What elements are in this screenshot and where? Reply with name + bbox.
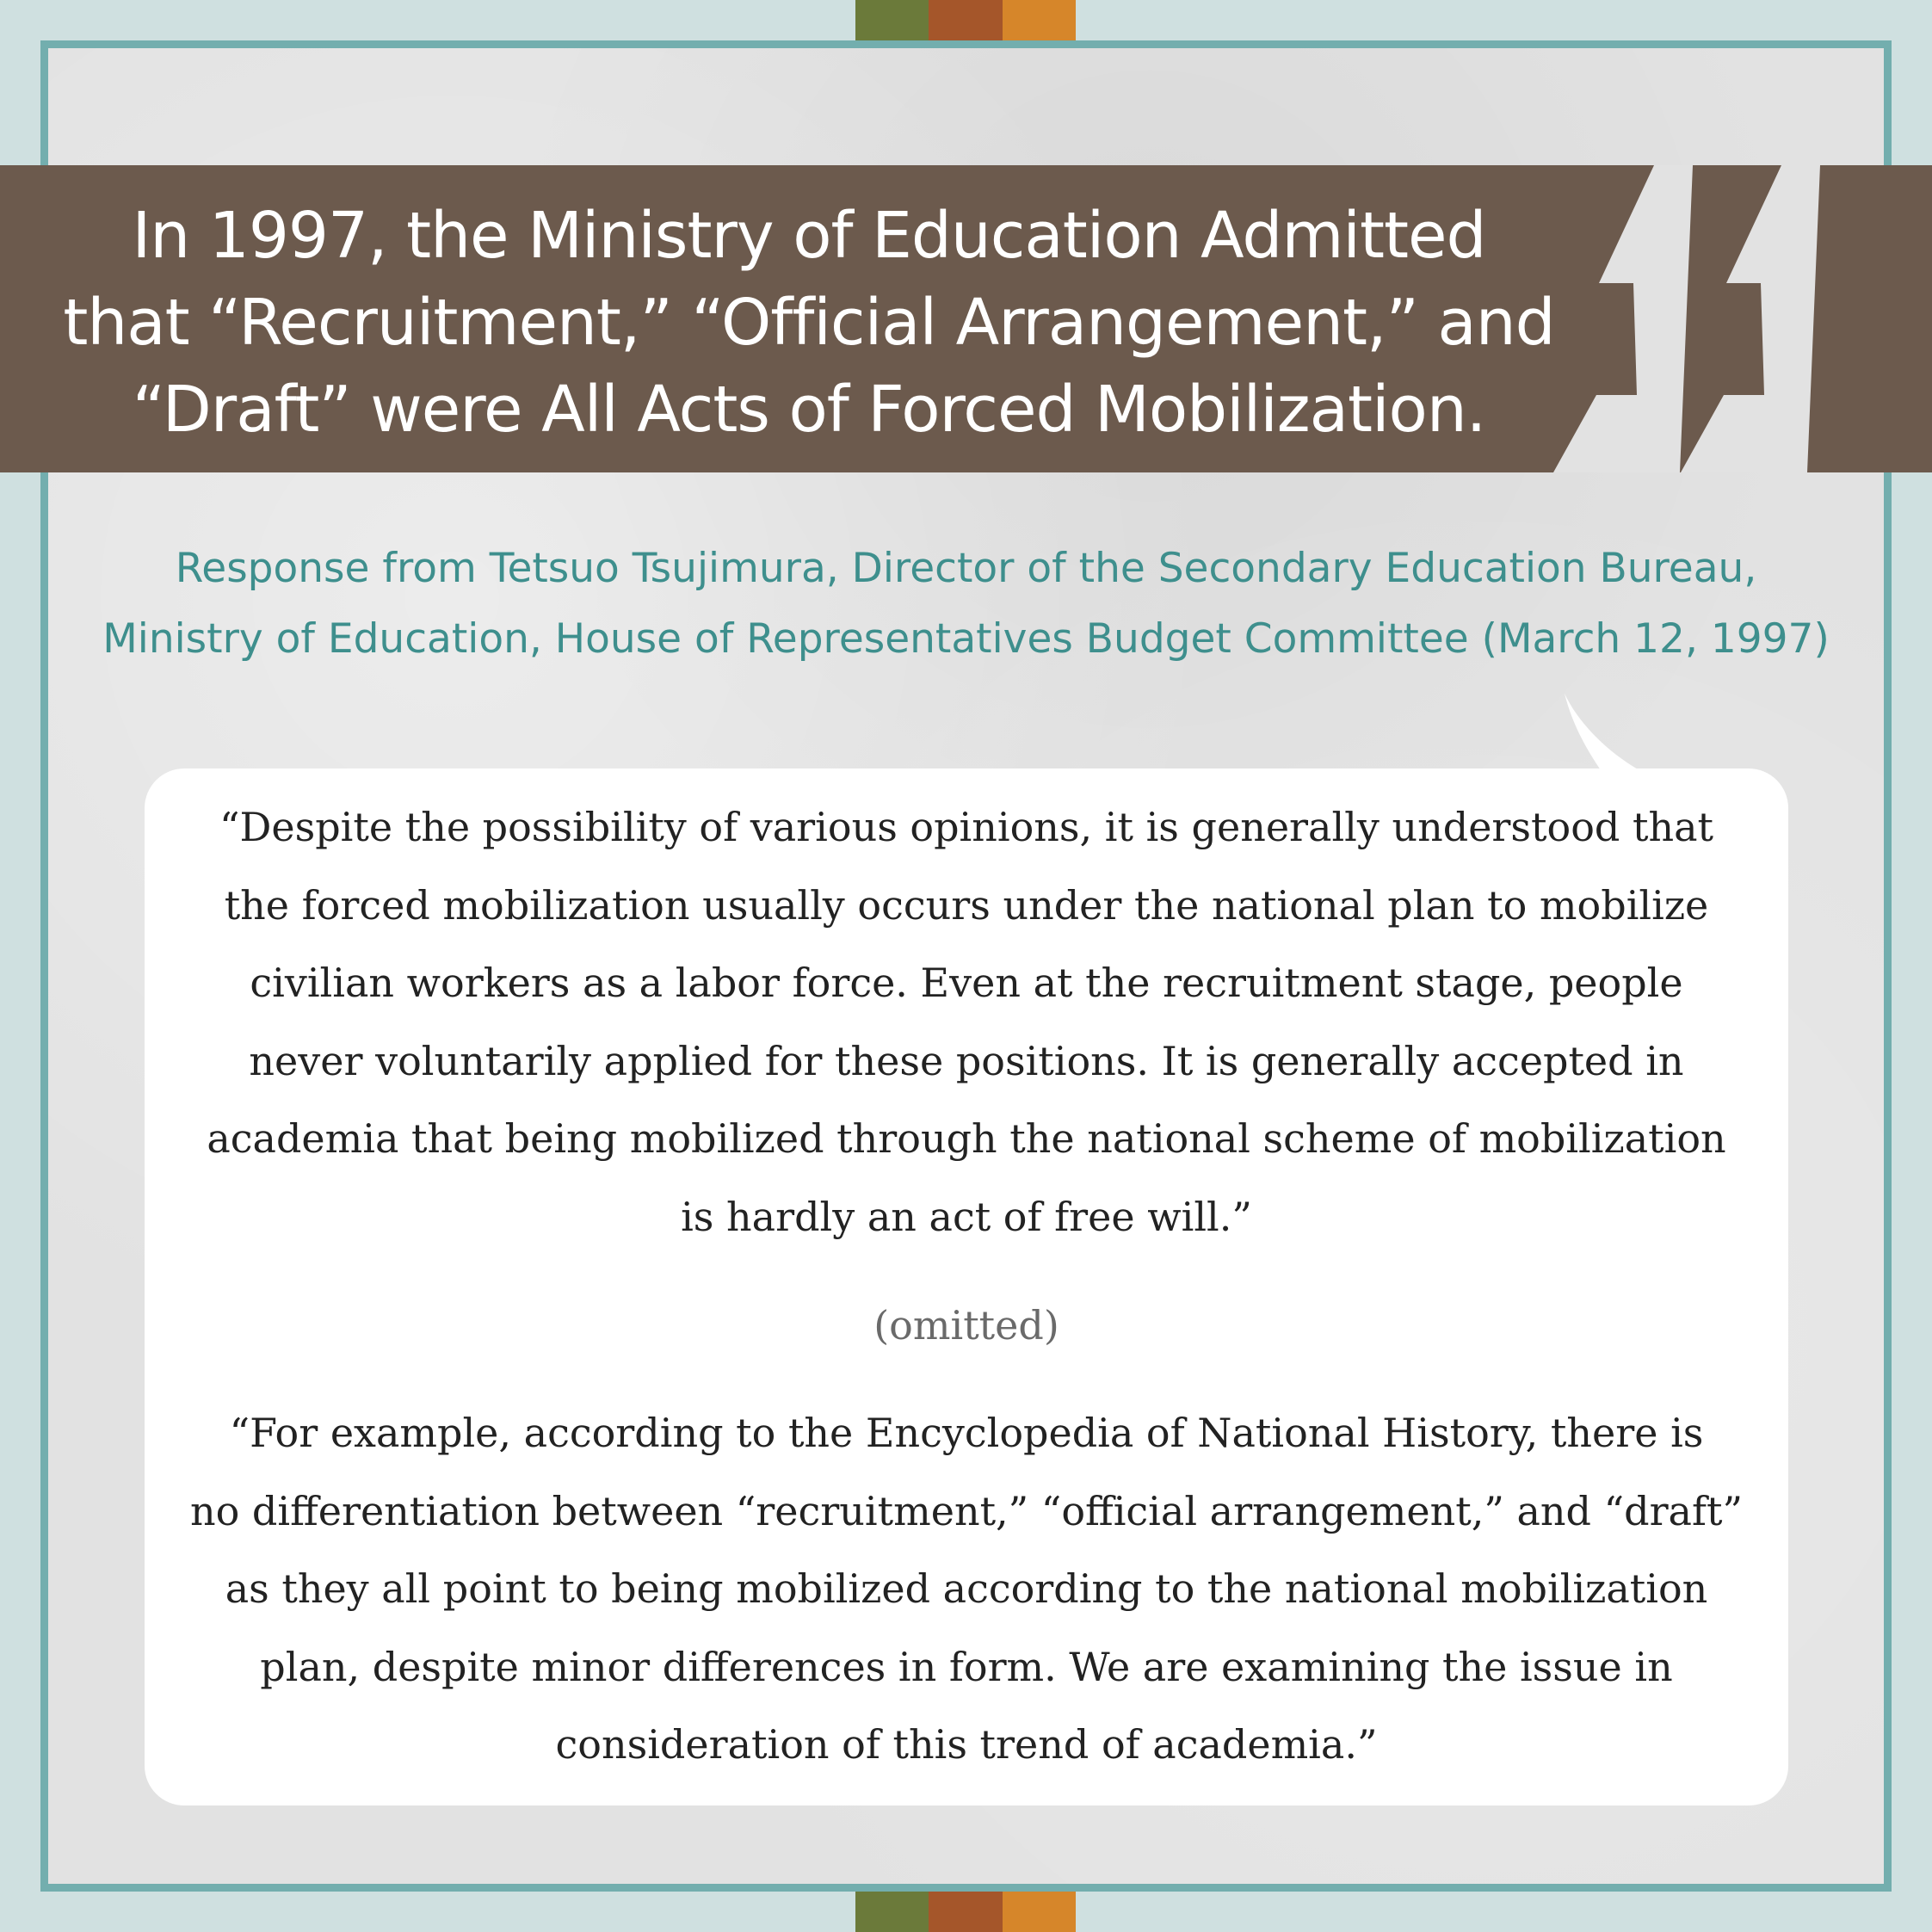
quote-line: is hardly an act of free will.” (681, 1193, 1252, 1240)
quote-line: civilian workers as a labor force. Even at the recruitment stage, people (250, 960, 1683, 1006)
quote-line: academia that being mobilized through the national scheme of mobilization (207, 1115, 1726, 1162)
quote-line: “Despite the possibility of various opinions, it is generally understood that (219, 804, 1713, 850)
strip-green (855, 0, 929, 40)
bottom-color-strip (855, 1892, 1076, 1932)
quote-paragraph-1 (145, 788, 1788, 1256)
strip-rust (929, 1892, 1002, 1932)
citation-line: Response from Tetsuo Tsujimura, Director of the Secondary Education Bureau, (175, 545, 1757, 592)
strip-rust (929, 0, 1002, 40)
strip-orange (1003, 1892, 1076, 1932)
quote-line: never voluntarily applied for these positions. It is generally accepted in (249, 1037, 1684, 1084)
strip-orange (1003, 0, 1076, 40)
page-title (34, 193, 1583, 454)
quote-line: no differentiation between “recruitment,” “official arrangement,” and “draft” (189, 1487, 1744, 1534)
quote-line: the forced mobilization usually occurs under the national plan to mobilize (224, 881, 1709, 929)
title-line: that “Recruitment,” “Official Arrangement,” and (63, 286, 1555, 360)
quote-paragraph-2 (145, 1394, 1788, 1784)
quote-mark-right (1681, 165, 1820, 472)
title-line: In 1997, the Ministry of Education Admitted (132, 199, 1486, 273)
quote-line: as they all point to being mobilized according to the national mobilization (225, 1565, 1708, 1612)
quote-line: “For example, according to the Encyclopedia of National History, there is (229, 1410, 1704, 1456)
quote-line: plan, despite minor differences in form. We are examining the issue in (260, 1643, 1673, 1690)
source-citation (40, 534, 1892, 675)
citation-line: Ministry of Education, House of Representatives Budget Committee (March 12, 1997) (102, 615, 1830, 663)
omitted-note: (omitted) (873, 1302, 1059, 1349)
strip-green (855, 1892, 929, 1932)
title-line: “Draft” were All Acts of Forced Mobilization. (132, 373, 1486, 447)
quote-line: consideration of this trend of academia.” (555, 1721, 1378, 1768)
top-color-strip (855, 0, 1076, 40)
